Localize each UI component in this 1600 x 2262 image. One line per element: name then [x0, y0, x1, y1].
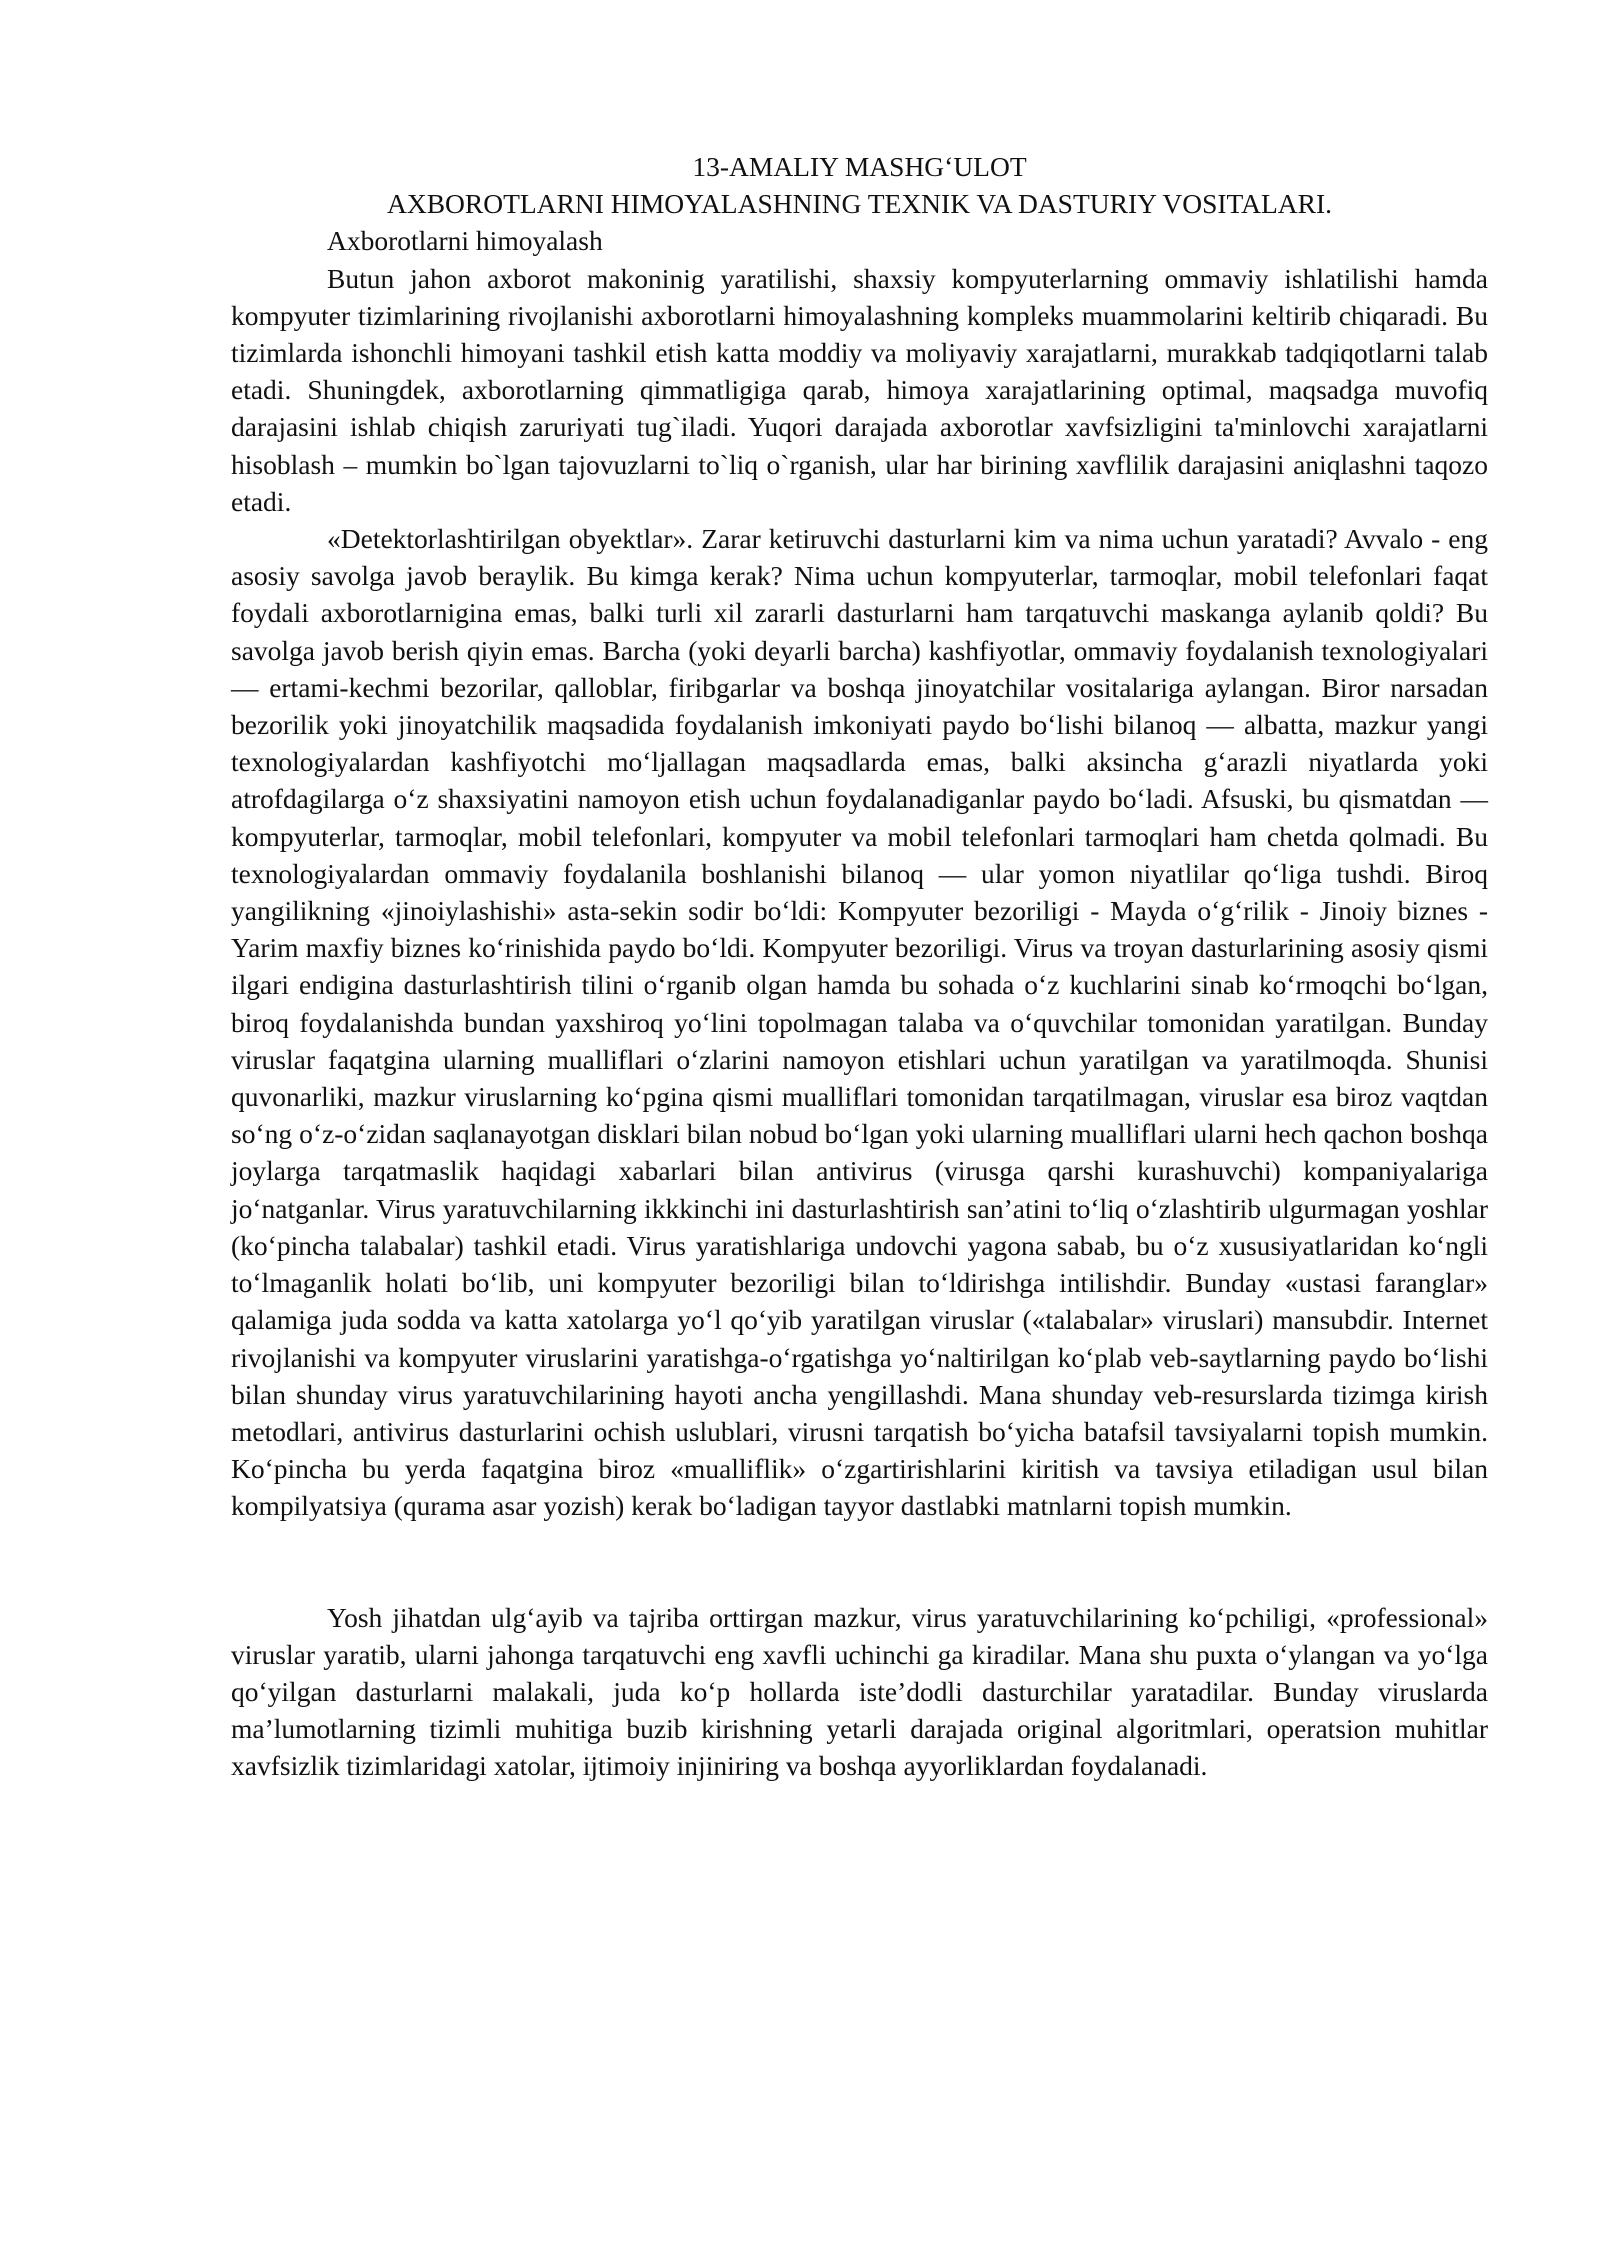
- document-heading: AXBOROTLARNI HIMOYALASHNING TEXNIK VA DASTURIY VOSITALARI.: [386, 188, 1333, 220]
- document-title: 13-AMALIY MASHG‘ULOT: [692, 151, 1027, 182]
- paragraph: Butun jahon axborot makoninig yaratilishi, shaxsiy kompyuterlarning ommaviy ishlatilishi hamda kompyuter tizimlarining rivojlanishi axborotlarni himoyalashning kompleks muammolarini keltirib chiqaradi. Bu tizimlarda ishonchli himoyani tashkil etish katta moddiy va moliyaviy xarajatlarni, murakkab tadqiqotlarni talab etadi. Shuningdek, axborotlarning qimmatligiga qarab, himoya xarajatlarining optimal, maqsadga muvofiq darajasini ishlab chiqish zaruriyati tug`iladi. Yuqori darajada axborotlar xavfsizligini ta'minlovchi xarajatlarni hisoblash – mumkin bo`lgan tajovuzlarni to`liq o`rganish, ular har birining xavflilik darajasini aniqlashni taqozo etadi.: [231, 262, 1488, 517]
- section-subheading: Axborotlarni himoyalash: [327, 225, 603, 257]
- paragraph: Yosh jihatdan ulg‘ayib va tajriba orttirgan mazkur, virus yaratuvchilarining ko‘pchiligi, «professional» viruslar yaratib, ularni jahonga tarqatuvchi eng xavfli uchinchi ga kiradilar. Mana shu puxta o‘ylangan va yo‘lga qo‘yilgan dasturlarni malakali, juda ko‘p hollarda iste’dodli dasturchilar yaratadilar. Bunday viruslarda ma’lumotlarning tizimli muhitiga buzib kirishning yetarli darajada original algoritmlari, operatsion muhitlar xavfsizlik tizimlaridagi xatolar, ijtimoiy injiniring va boshqa ayyorliklardan foydalanadi.: [231, 1601, 1488, 1782]
- paragraph-spacer: [231, 1525, 1488, 1599]
- paragraph: «Detektorlashtirilgan obyektlar». Zarar ketiruvchi dasturlarni kim va nima uchun yaratadi? Avvalo - eng asosiy savolga javob beraylik. Bu kimga kerak? Nima uchun kompyuterlar, tarmoqlar, mobil telefonlari faqat foydali axborotlarnigina emas, balki turli xil zararli dasturlarni ham tarqatuvchi maskanga aylanib qoldi? Bu savolga javob berish qiyin emas. Barcha (yoki deyarli barcha) kashfiyotlar, ommaviy foydalanish texnologiyalari — ertami-kechmi bezorilar, qalloblar, firibgarlar va boshqa jinoyatchilar vositalariga aylangan. Biror narsadan bezorilik yoki jinoyatchilik maqsadida foydalanish imkoniyati paydo bo‘lishi bilanoq — albatta, mazkur yangi texnologiyalardan kashfiyotchi mo‘ljallagan maqsadlarda emas, balki aksincha g‘arazli niyatlarda yoki atrofdagilarga o‘z shaxsiyatini namoyon etish uchun foydalanadiganlar paydo bo‘ladi. Afsuski, bu qismatdan — kompyuterlar, tarmoqlar, mobil telefonlari, kompyuter va mobil telefonlari tarmoqlari ham chetda qolmadi. Bu texnologiyalardan ommaviy foydalanila boshlanishi bilanoq — ular yomon niyatlilar qo‘liga tushdi. Biroq yangilikning «jinoiylashishi» asta-sekin sodir bo‘ldi: Kompyuter bezoriligi - Mayda o‘g‘rilik - Jinoiy biznes - Yarim maxfiy biznes ko‘rinishida paydo bo‘ldi. Kompyuter bezoriligi. Virus va troyan dasturlarining asosiy qismi ilgari endigina dasturlashtirish tilini o‘rganib olgan hamda bu sohada o‘z kuchlarini sinab ko‘rmoqchi bo‘lgan, biroq foydalanishda bundan yaxshiroq yo‘lini topolmagan talaba va o‘quvchilar tomonidan yaratilgan. Bunday viruslar faqatgina ularning mualliflari o‘zlarini namoyon etishlari uchun yaratilgan va yaratilmoqda. Shunisi quvonarliki, mazkur viruslarning ko‘pgina qismi mualliflari tomonidan tarqatilmagan, viruslar esa biroz vaqtdan so‘ng o‘z-o‘zidan saqlanayotgan disklari bilan nobud bo‘lgan yoki ularning mualliflari ularni hech qachon boshqa joylarga tarqatmaslik haqidagi xabarlari bilan antivirus (virusga qarshi kurashuvchi) kompaniyalariga jo‘natganlar. Virus yaratuvchilarning ikkkinchi ini dasturlashtirish san’atini to‘liq o‘zlashtirib ulgurmagan yoshlar (ko‘pincha talabalar) tashkil etadi. Virus yaratishlariga undovchi yagona sabab, bu o‘z xususiyatlaridan ko‘ngli to‘lmaganlik holati bo‘lib, uni kompyuter bezoriligi bilan to‘ldirishga intilishdir. Bunday «ustasi faranglar» qalamiga juda sodda va katta xatolarga yo‘l qo‘yib yaratilgan viruslar («talabalar» viruslari) mansubdir. Internet rivojlanishi va kompyuter viruslarini yaratishga-o‘rgatishga yo‘naltirilgan ko‘plab veb-saytlarning paydo bo‘lishi bilan shunday virus yaratuvchilarining hayoti ancha yengillashdi. Mana shunday veb-resurslarda tizimga kirish metodlari, antivirus dasturlarini ochish uslublari, virusni tarqatish bo‘yicha batafsil tavsiyalarni topish mumkin. Ko‘pincha bu yerda faqatgina biroz «mualliflik» o‘zgartirishlarini kiritish va tavsiya etiladigan usul bilan kompilyatsiya (qurama asar yozish) kerak bo‘ladigan tayyor dastlabki matnlarni topish mumkin.: [231, 523, 1488, 1522]
- document-page: [231, 148, 1488, 1785]
